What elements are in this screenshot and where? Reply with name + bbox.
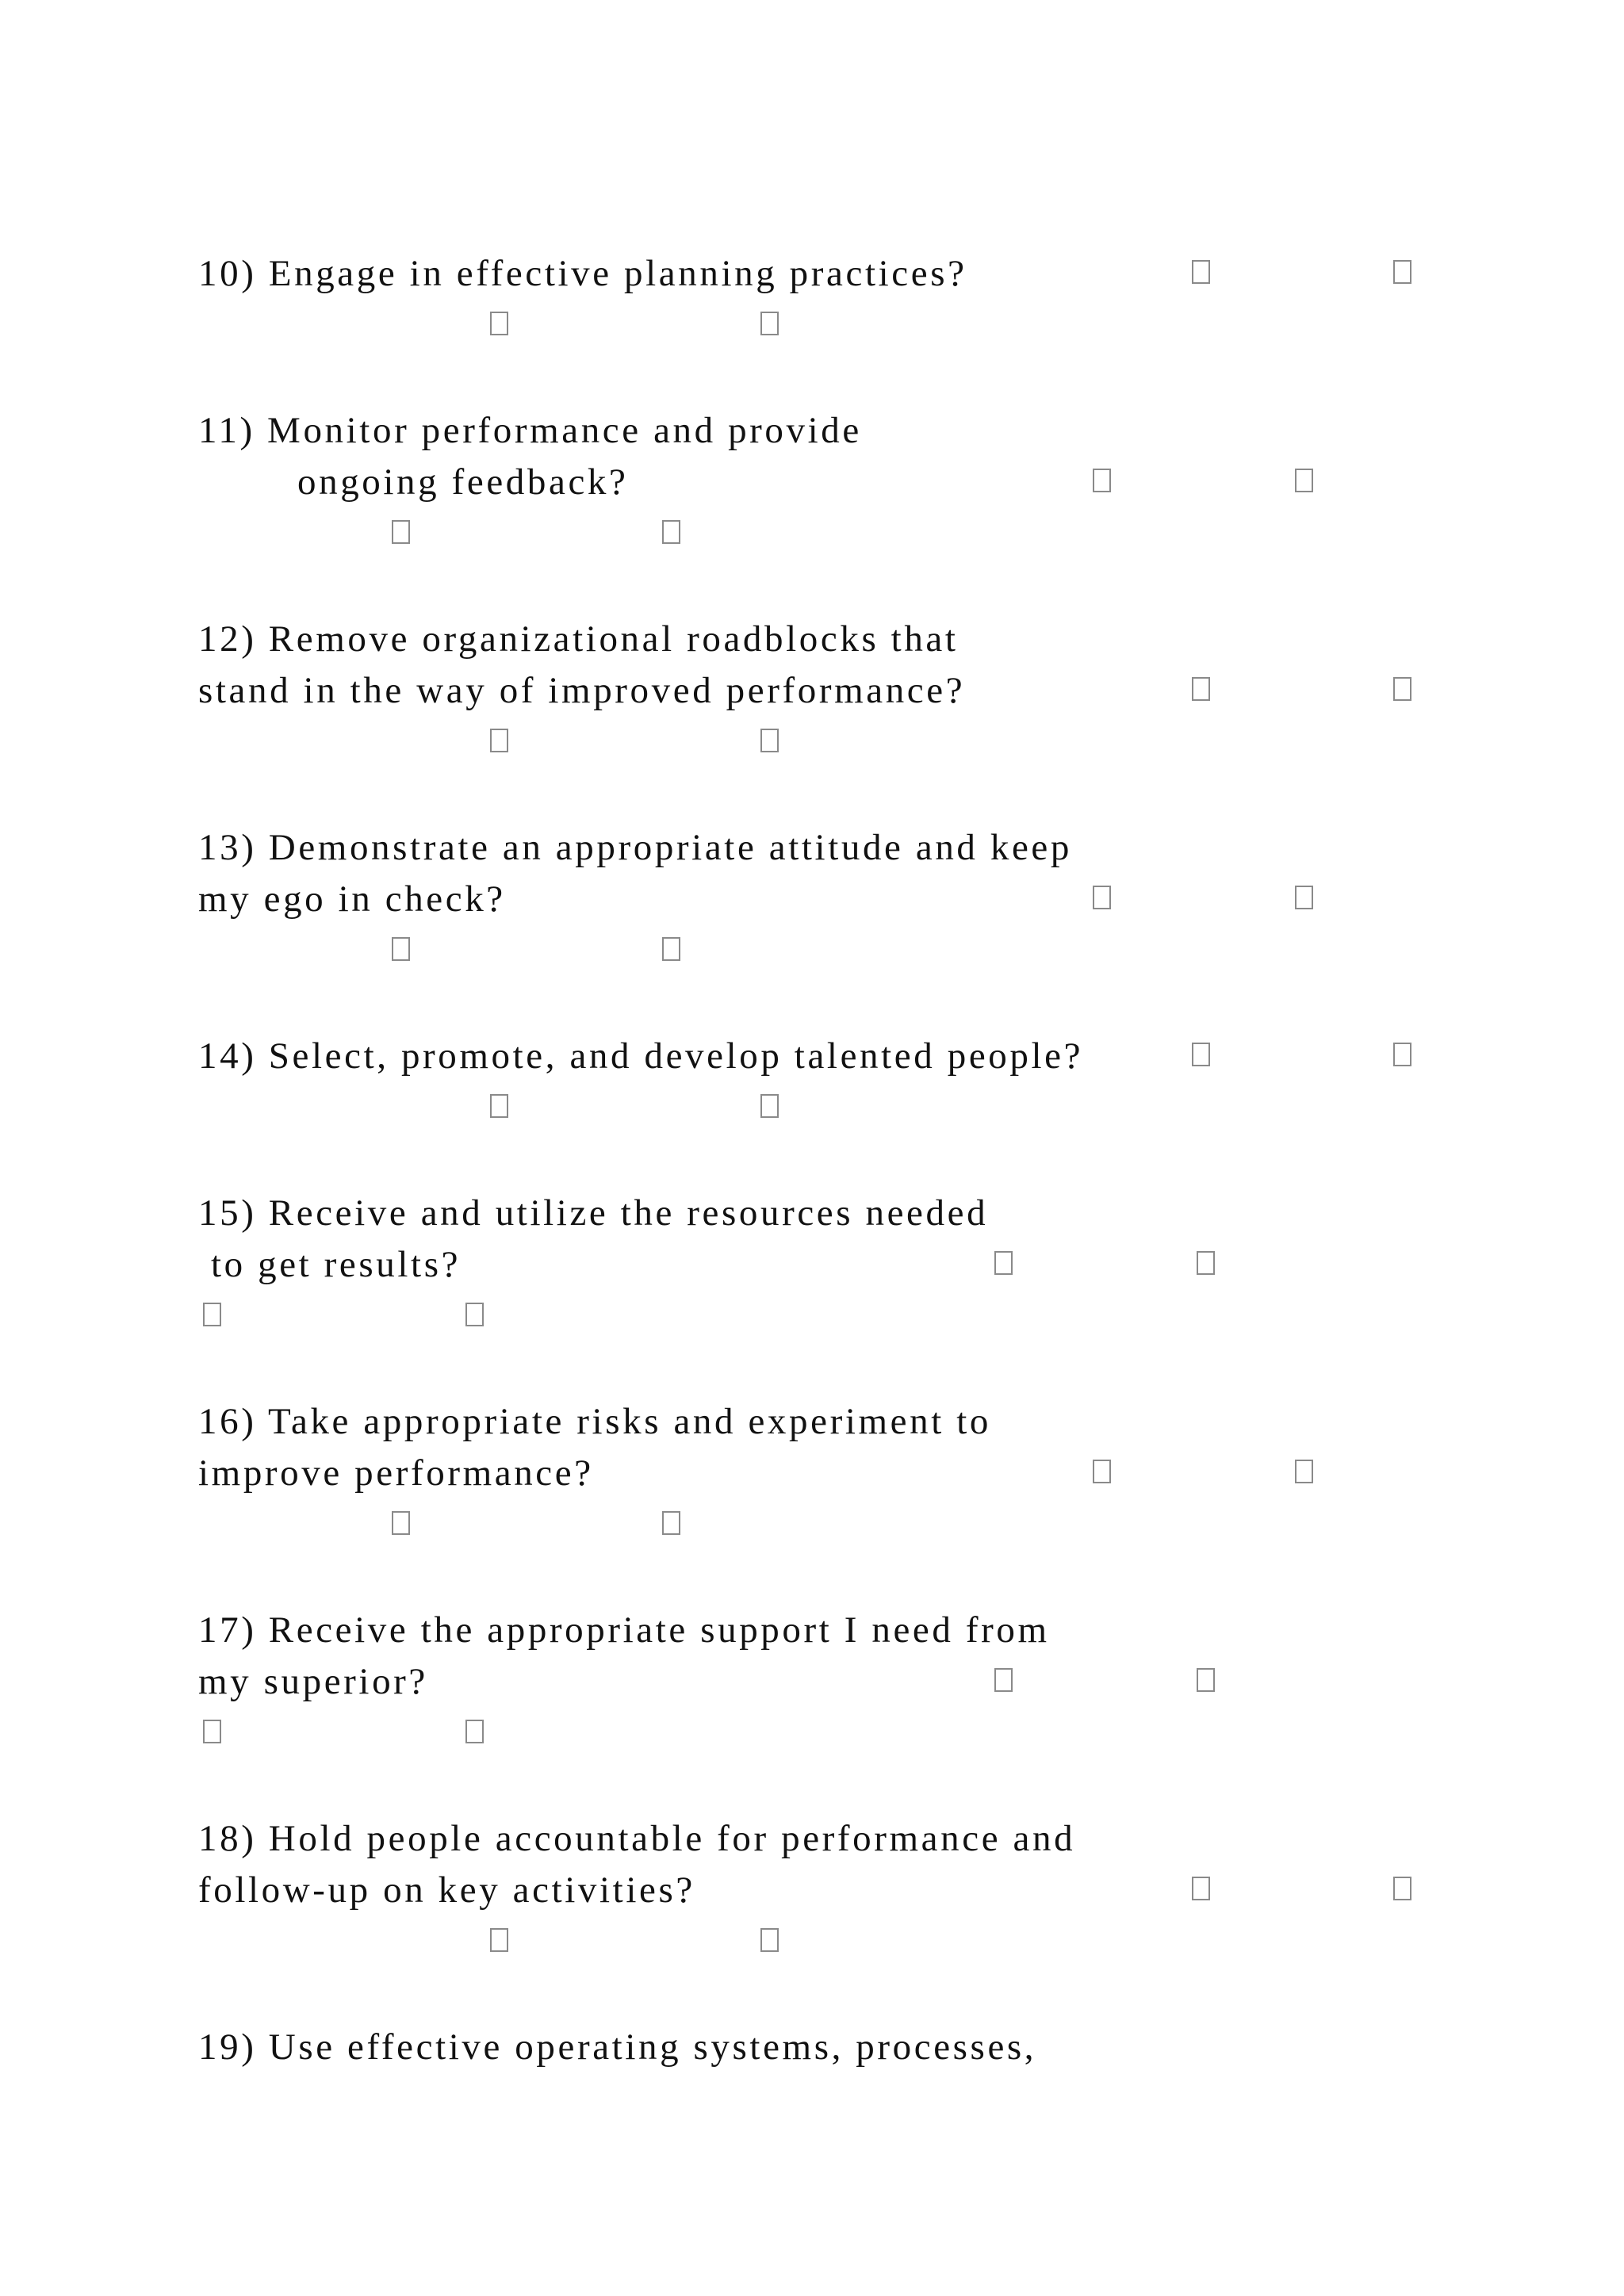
question-12-text-cont: stand in the way of improved performance?: [198, 670, 966, 711]
q13-checkbox-2[interactable]: [1295, 886, 1313, 909]
q14-checkbox-1[interactable]: [1192, 1043, 1210, 1066]
q18-checkbox-2[interactable]: [1393, 1877, 1411, 1900]
q14-checkbox-3[interactable]: [490, 1094, 508, 1118]
question-18-text-cont: follow-up on key activities?: [198, 1869, 695, 1911]
question-13-text-cont: my ego in check?: [198, 878, 506, 920]
question-10-text: 10) Engage in effective planning practices?: [198, 253, 967, 294]
question-13-text: 13) Demonstrate an appropriate attitude and keep: [198, 827, 1072, 868]
q11-checkbox-3[interactable]: [392, 520, 410, 544]
q17-checkbox-2[interactable]: [1197, 1668, 1215, 1692]
q13-checkbox-4[interactable]: [662, 937, 680, 961]
q16-checkbox-2[interactable]: [1295, 1460, 1313, 1483]
q11-checkbox-4[interactable]: [662, 520, 680, 544]
q16-checkbox-1[interactable]: [1093, 1460, 1111, 1483]
q15-checkbox-2[interactable]: [1197, 1251, 1215, 1275]
q15-checkbox-1[interactable]: [994, 1251, 1013, 1275]
question-11-text: 11) Monitor performance and provide: [198, 410, 862, 451]
question-15-text-cont: to get results?: [211, 1244, 462, 1285]
q16-checkbox-4[interactable]: [662, 1511, 680, 1535]
question-19-text: 19) Use effective operating systems, processes,: [198, 2026, 1037, 2068]
q17-checkbox-1[interactable]: [994, 1668, 1013, 1692]
q14-checkbox-2[interactable]: [1393, 1043, 1411, 1066]
q10-checkbox-1[interactable]: [1192, 260, 1210, 284]
q10-checkbox-3[interactable]: [490, 312, 508, 335]
question-18-text: 18) Hold people accountable for performance and: [198, 1818, 1076, 1859]
question-12-text: 12) Remove organizational roadblocks that: [198, 618, 959, 660]
q17-checkbox-4[interactable]: [465, 1720, 484, 1743]
q11-checkbox-1[interactable]: [1093, 469, 1111, 492]
q12-checkbox-2[interactable]: [1393, 677, 1411, 701]
question-14-text: 14) Select, promote, and develop talented people?: [198, 1035, 1084, 1077]
q10-checkbox-4[interactable]: [760, 312, 779, 335]
q14-checkbox-4[interactable]: [760, 1094, 779, 1118]
q10-checkbox-2[interactable]: [1393, 260, 1411, 284]
q18-checkbox-1[interactable]: [1192, 1877, 1210, 1900]
q15-checkbox-3[interactable]: [203, 1303, 221, 1326]
q13-checkbox-1[interactable]: [1093, 886, 1111, 909]
question-15-text: 15) Receive and utilize the resources needed: [198, 1192, 989, 1234]
question-16-text: 16) Take appropriate risks and experiment to: [198, 1401, 991, 1442]
q12-checkbox-3[interactable]: [490, 729, 508, 752]
q17-checkbox-3[interactable]: [203, 1720, 221, 1743]
question-17-text-cont: my superior?: [198, 1661, 428, 1702]
question-11-text-cont: ongoing feedback?: [297, 461, 629, 503]
q18-checkbox-4[interactable]: [760, 1928, 779, 1952]
q12-checkbox-4[interactable]: [760, 729, 779, 752]
q13-checkbox-3[interactable]: [392, 937, 410, 961]
question-17-text: 17) Receive the appropriate support I need from: [198, 1609, 1050, 1651]
q15-checkbox-4[interactable]: [465, 1303, 484, 1326]
question-16-text-cont: improve performance?: [198, 1452, 594, 1494]
q12-checkbox-1[interactable]: [1192, 677, 1210, 701]
q18-checkbox-3[interactable]: [490, 1928, 508, 1952]
q11-checkbox-2[interactable]: [1295, 469, 1313, 492]
q16-checkbox-3[interactable]: [392, 1511, 410, 1535]
